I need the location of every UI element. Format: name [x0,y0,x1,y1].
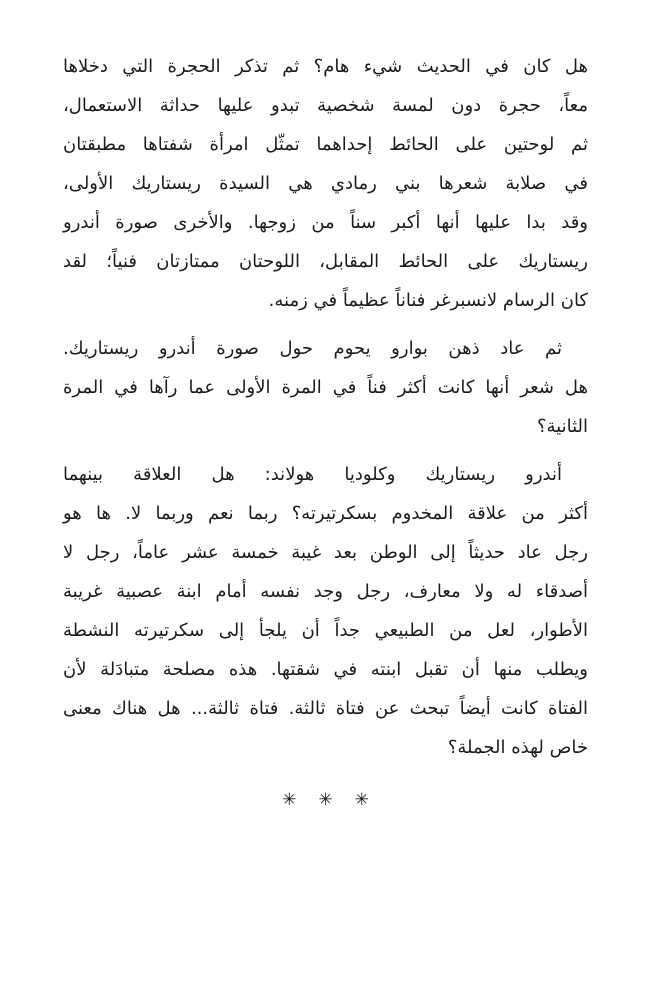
text-line: أصدقاء له ولا معارف، رجل وجد نفسه أمام ابنة عصبية غريبة [63,581,588,602]
text-line: الثانية؟ [536,416,588,437]
text-block [63,47,588,767]
paragraph-2 [63,329,588,446]
text-line: رجل عاد حديثاً إلى الوطن بعد غيبة خمسة عشر عاماً، رجل لا [63,542,588,563]
text-line: وقد بدا عليها أنها أكبر سناً من زوجها. والأخرى صورة أندرو [63,212,588,233]
text-line: ريستاريك على الحائط المقابل، اللوحتان ممتازتان فنياً؛ لقد [63,251,588,272]
text-line: خاص لهذه الجملة؟ [447,737,588,758]
text-line: في صلابة شعرها بني رمادي هي السيدة ريستاريك الأولى، [63,173,588,194]
text-line: أكثر من علاقة المخدوم بسكرتيرته؟ ربما نعم وربما لا. ها هو [63,503,588,524]
asterisk-icon: ✳ [282,790,297,810]
text-line: ثم لوحتين على الحائط إحداهما تمثّل امرأة شفتاها مطبقتان [63,134,588,155]
asterisk-icon: ✳ [318,790,333,810]
asterisk-icon: ✳ [354,790,369,810]
text-line: معاً، حجرة دون لمسة شخصية تبدو عليها حداثة الاستعمال، [63,95,588,116]
section-separator [63,781,588,820]
text-line: الأطوار، لعل من الطبيعي جداً أن يلجأ إلى سكرتيرته النشطة [63,620,588,641]
text-line: كان الرسام لانسبرغر فناناً عظيماً في زمنه. [268,290,588,311]
text-line: هل كان في الحديث شيء هام؟ ثم تذكر الحجرة التي دخلاها [63,56,588,77]
text-line: أندرو ريستاريك وكلوديا هولاند: هل العلاقة بينهما [63,464,562,485]
text-line: الفتاة كانت أيضاً تبحث عن فتاة ثالثة. فتاة ثالثة... هل هناك معنى [63,698,588,719]
text-line: ويطلب منها أن تقبل ابنته في شقتها. هذه مصلحة متبادَلة لأن [63,659,588,680]
paragraph-1 [63,47,588,320]
text-line: ثم عاد ذهن بوارو يحوم حول صورة أندرو ريستاريك. [63,338,562,359]
text-line: هل شعر أنها كانت أكثر فناً في المرة الأولى عما رآها في المرة [63,377,588,398]
paragraph-3 [63,455,588,767]
